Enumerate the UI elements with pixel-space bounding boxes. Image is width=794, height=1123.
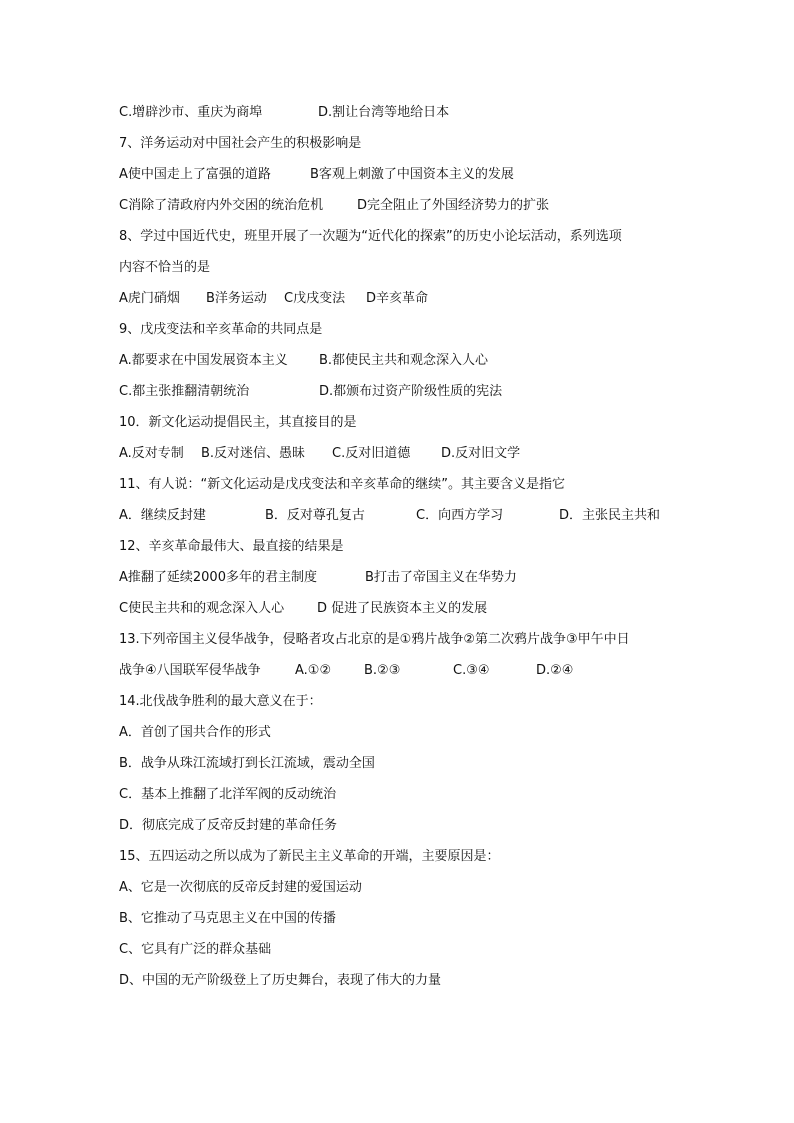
answer-option: C.增辟沙市、重庆为商埠 [119,105,263,120]
text-line [119,320,322,340]
text-line [119,413,357,433]
text-segment: 13.下列帝国主义侵华战争，侵略者攻占北京的是①鸦片战争②第二次鸦片战争③甲午中日 [119,632,630,647]
answer-option: D．主张民主共和 [559,508,661,523]
text-segment: 11、有人说：“新文化运动是戊戌变法和辛亥革命的继续”。其主要含义是指它 [119,477,566,492]
text-line [119,475,565,495]
answer-option: B客观上刺激了中国资本主义的发展 [310,167,514,182]
answer-option: A．继续反封建 [119,508,206,523]
text-segment: 14.北伐战争胜利的最大意义在于： [119,694,322,709]
text-line [119,754,375,774]
text-line [119,816,337,836]
answer-option: D.②④ [536,663,574,678]
answer-option: C.反对旧道德 [332,446,411,461]
answer-option: A虎门硝烟 [119,291,180,306]
answer-option: B.都使民主共和观念深入人心 [319,353,489,368]
text-segment: A、它是一次彻底的反帝反封建的爱国运动 [119,880,362,895]
text-segment: 8、学过中国近代史，班里开展了一次题为“近代化的探索”的历史小论坛活动，系列选项 [119,229,622,244]
answer-option: D 促进了民族资本主义的发展 [317,601,488,616]
answer-option: B.②③ [364,663,401,678]
answer-option: C.都主张推翻清朝统治 [119,384,250,399]
text-segment: B．战争从珠江流域打到长江流域，震动全国 [119,756,375,771]
answer-option: B．反对尊孔复古 [265,508,365,523]
text-segment: A．首创了国共合作的形式 [119,725,271,740]
text-segment: 7、洋务运动对中国社会产生的积极影响是 [119,136,362,151]
text-line [119,847,500,867]
text-segment: D、中国的无产阶级登上了历史舞台，表现了伟大的力量 [119,973,442,988]
text-line [119,227,622,247]
answer-option: D.反对旧文学 [441,446,521,461]
text-line [119,537,344,557]
answer-option: C使民主共和的观念深入人心 [119,601,285,616]
answer-option: D完全阻止了外国经济势力的扩张 [357,198,550,213]
text-segment: D．彻底完成了反帝反封建的革命任务 [119,818,338,833]
answer-option: D.都颁布过资产阶级性质的宪法 [319,384,503,399]
answer-option: A.①② [295,663,332,678]
text-line [119,692,322,712]
answer-option: A.反对专制 [119,446,184,461]
answer-option: D辛亥革命 [366,291,429,306]
text-segment: C、它具有广泛的群众基础 [119,942,272,957]
answer-option: C戊戌变法 [284,291,346,306]
answer-option: C.③④ [453,663,490,678]
answer-option: B.反对迷信、愚昧 [201,446,306,461]
answer-option: B洋务运动 [206,291,267,306]
text-segment: B、它推动了马克思主义在中国的传播 [119,911,336,926]
answer-option: A.都要求在中国发展资本主义 [119,353,288,368]
text-line [119,878,362,898]
text-line [119,785,336,805]
text-segment: 12、辛亥革命最伟大、最直接的结果是 [119,539,344,554]
text-line [119,971,441,991]
text-segment: 内容不恰当的是 [119,260,211,275]
text-line [119,258,210,278]
text-segment: 15、五四运动之所以成为了新民主主义革命的开端，主要原因是： [119,849,500,864]
answer-option: A使中国走上了富强的道路 [119,167,271,182]
answer-option: D.割让台湾等地给日本 [318,105,450,120]
text-line [119,630,630,650]
text-line [119,134,361,154]
answer-option: 战争④八国联军侵华战争 [119,663,261,678]
answer-option: B打击了帝国主义在华势力 [365,570,517,585]
answer-option: A推翻了延续2000多年的君主制度 [119,570,317,585]
text-line [119,723,271,743]
text-segment: 9、戊戌变法和辛亥革命的共同点是 [119,322,323,337]
answer-option: C消除了清政府内外交困的统治危机 [119,198,324,213]
answer-option: C．向西方学习 [416,508,504,523]
text-segment: C．基本上推翻了北洋军阀的反动统治 [119,787,337,802]
text-line [119,940,271,960]
text-line [119,909,336,929]
text-segment: 10．新文化运动提倡民主，其直接目的是 [119,415,357,430]
